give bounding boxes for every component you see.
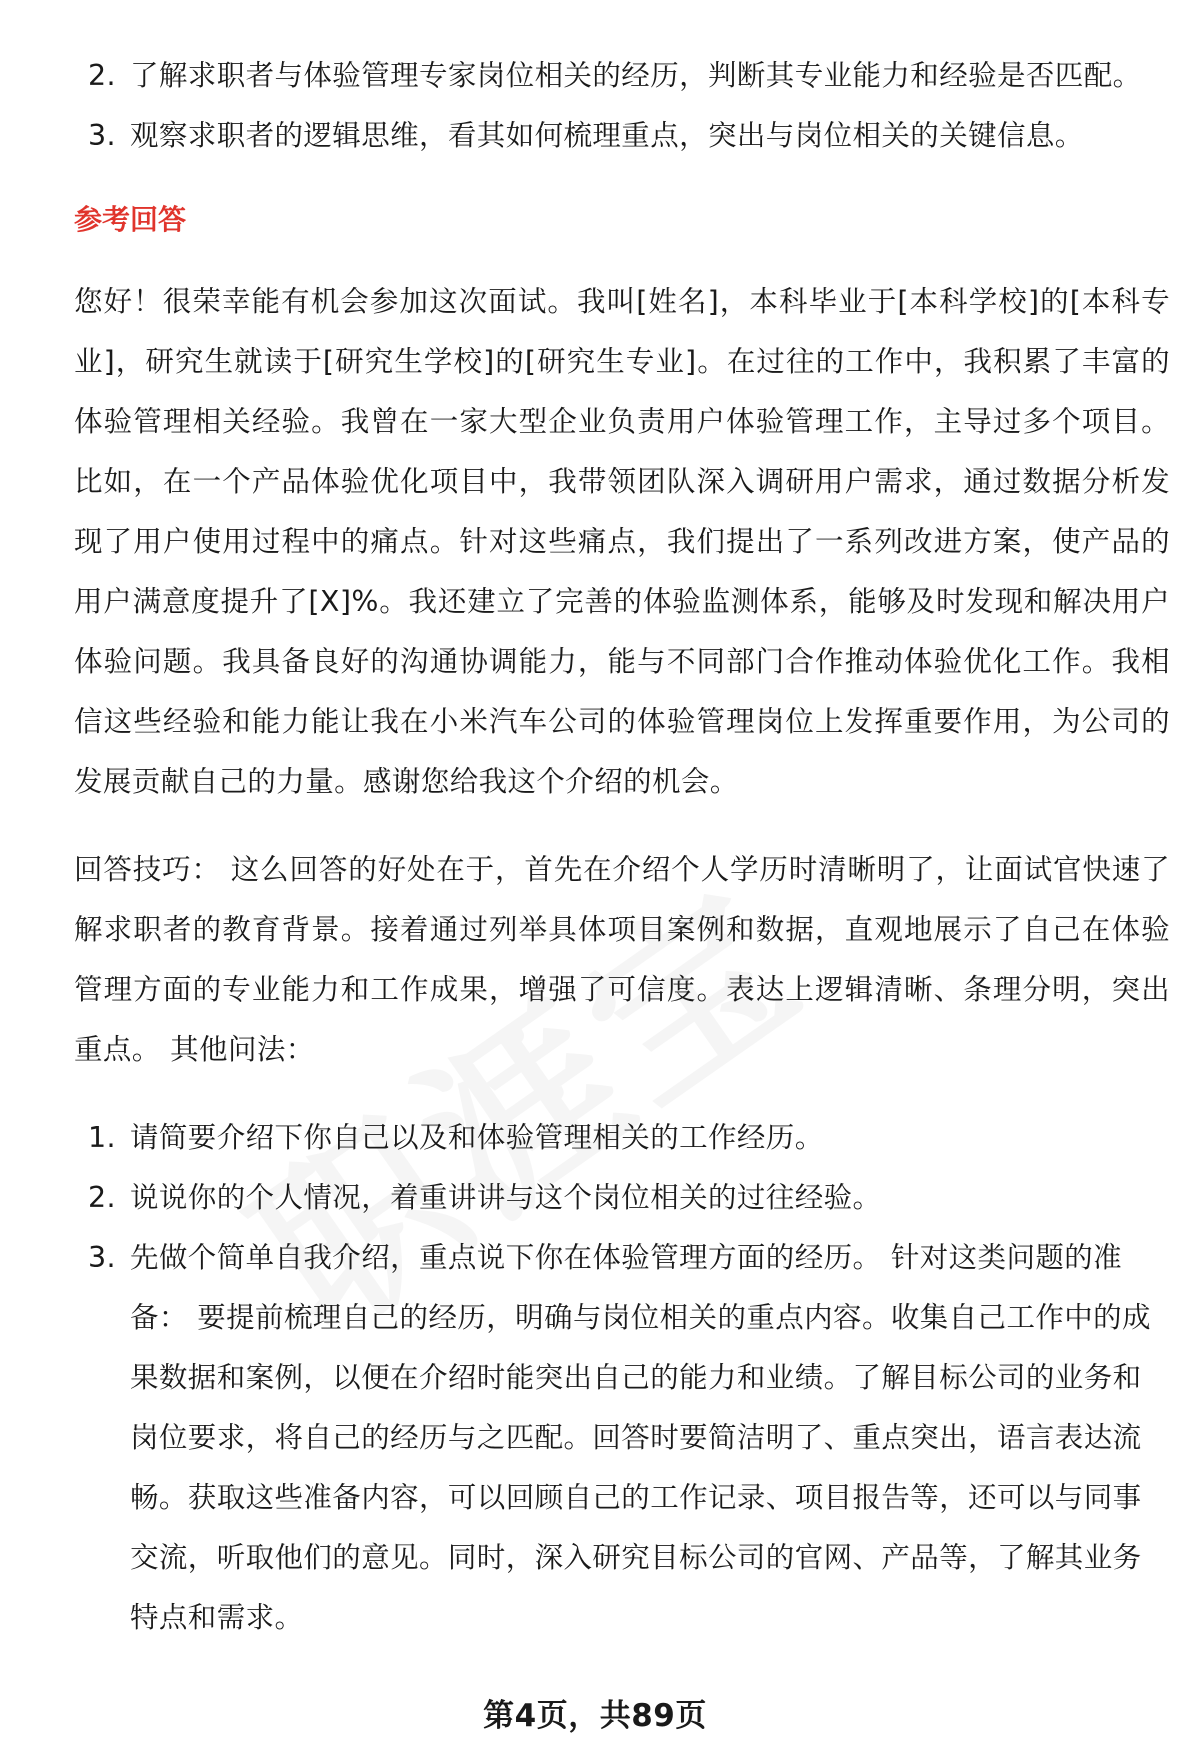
list-item — [74, 1228, 1170, 1648]
list-item-number: 1. — [88, 1121, 116, 1154]
page-number-footer: 第4页，共89页 — [483, 1698, 707, 1734]
list-item-text: 了解求职者与体验管理专家岗位相关的经历，判断其专业能力和经验是否匹配。 — [130, 59, 1142, 92]
page-content — [74, 46, 1170, 1648]
reference-answer-paragraph: 您好！很荣幸能有机会参加这次面试。我叫[姓名]，本科毕业于[本科学校]的[本科专业]，研究生就读于[研究生学校]的[研究生专业]。在过往的工作中，我积累了丰富的体验管理相关经验。我曾在一家大型企业负责用户体验管理工作，主导过多个项目。比如，在一个产品体验优化项目中，我带领团队深入调研用户需求，通过数据分析发现了用户使用过程中的痛点。针对这些痛点，我们提出了一系列改进方案，使产品的用户满意度提升了[X]%。我还建立了完善的体验监测体系，能够及时发现和解决用户体验问题。我具备良好的沟通协调能力，能与不同部门合作推动体验优化工作。我相信这些经验和能力能让我在小米汽车公司的体验管理岗位上发挥重要作用，为公司的发展贡献自己的力量。感谢您给我这个介绍的机会。 — [74, 285, 1170, 798]
list-item — [74, 106, 1170, 166]
other-questions-list — [74, 1108, 1170, 1648]
list-item — [74, 1168, 1170, 1228]
list-item-text: 先做个简单自我介绍，重点说下你在体验管理方面的经历。 针对这类问题的准备： 要提前梳理自己的经历，明确与岗位相关的重点内容。收集自己工作中的成果数据和案例，以便在介绍时能突出自己的能力和业绩。了解目标公司的业务和岗位要求，将自己的经历与之匹配。回答时要简洁明了、重点突出，语言表达流畅。获取这些准备内容，可以回顾自己的工作记录、项目报告等，还可以与同事交流，听取他们的意见。同时，深入研究目标公司的官网、产品等，了解其业务特点和需求。 — [130, 1241, 1151, 1634]
list-item-text: 说说你的个人情况，着重讲讲与这个岗位相关的过往经验。 — [130, 1181, 882, 1214]
list-item-number: 3. — [88, 1241, 116, 1274]
list-item-number: 2. — [88, 1181, 116, 1214]
list-item-text: 请简要介绍下你自己以及和体验管理相关的工作经历。 — [130, 1121, 824, 1154]
answer-tips-paragraph: 回答技巧： 这么回答的好处在于，首先在介绍个人学历时清晰明了，让面试官快速了解求职者的教育背景。接着通过列举具体项目案例和数据，直观地展示了自己在体验管理方面的专业能力和工作成果，增强了可信度。表达上逻辑清晰、条理分明，突出重点。 其他问法： — [74, 853, 1170, 1066]
list-item — [74, 1108, 1170, 1168]
list-item-number: 2. — [88, 59, 116, 92]
list-item-number: 3. — [88, 119, 116, 152]
list-item — [74, 46, 1170, 106]
list-item-text: 观察求职者的逻辑思维，看其如何梳理重点，突出与岗位相关的关键信息。 — [130, 119, 1084, 152]
evaluation-points-list — [74, 46, 1170, 166]
reference-answer-heading: 参考回答 — [74, 203, 187, 236]
